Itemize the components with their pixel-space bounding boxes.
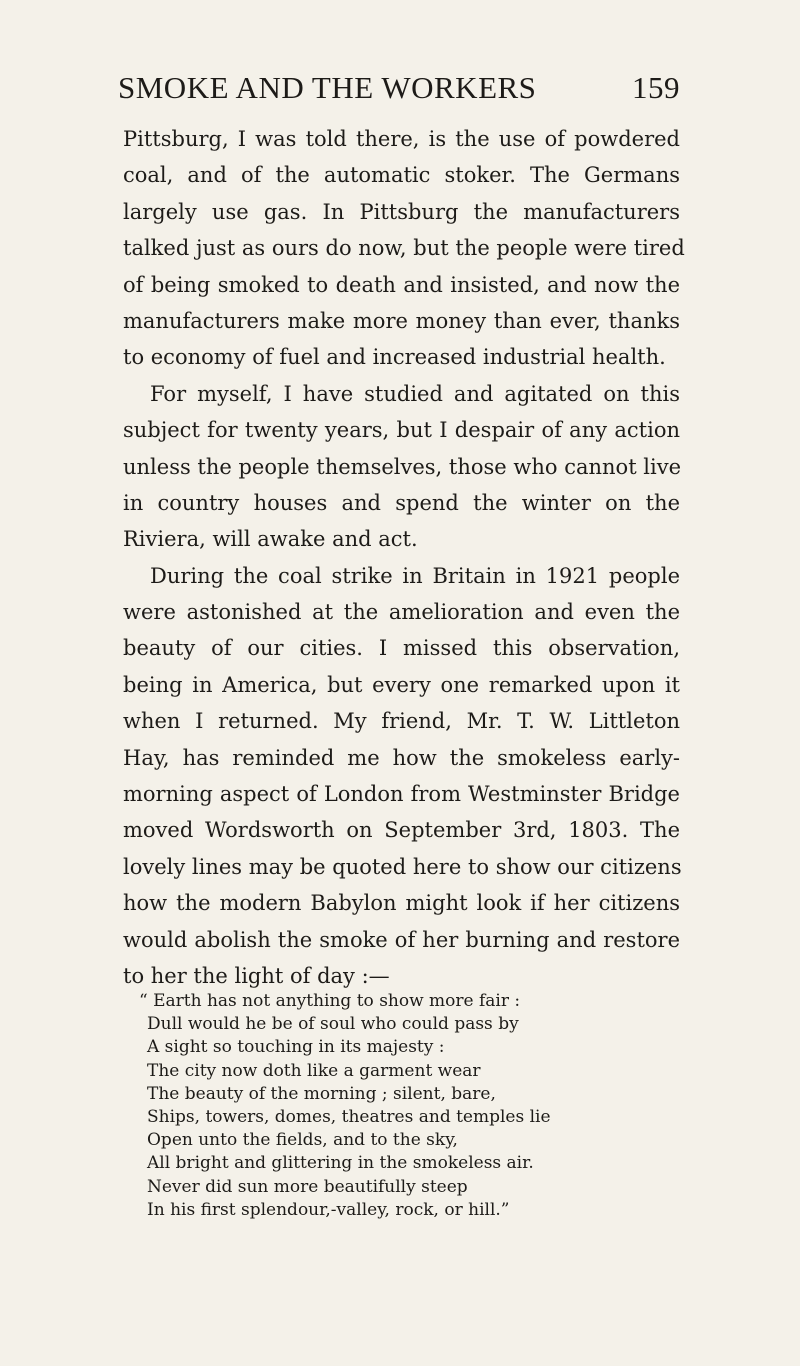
text-line: moved Wordsworth on September 3rd, 1803. The	[123, 818, 680, 843]
text-line: During the coal strike in Britain in 1921 people	[150, 563, 680, 588]
running-title: SMOKE AND THE WORKERS	[118, 70, 537, 105]
text-line: of being smoked to death and insisted, and now the	[123, 272, 680, 297]
text-line: to her the light of day :—	[123, 963, 390, 988]
text-line: talked just as ours do now, but the people were tired	[123, 236, 685, 261]
poem-line: Dull would he be of soul who could pass by	[147, 1014, 519, 1035]
text-line: Hay, has reminded me how the smokeless early-	[123, 745, 680, 770]
poem-line: The city now doth like a garment wear	[147, 1060, 481, 1081]
text-line: Riviera, will awake and act.	[123, 527, 418, 552]
poem-line: All bright and glittering in the smokeless air.	[147, 1153, 534, 1174]
text-line: manufacturers make more money than ever, thanks	[123, 308, 680, 333]
text-line: beauty of our cities. I missed this observation,	[123, 636, 680, 661]
text-line: how the modern Babylon might look if her citizens	[123, 891, 680, 916]
text-line: lovely lines may be quoted here to show our citizens	[123, 854, 682, 879]
poem-line: A sight so touching in its majesty :	[147, 1037, 445, 1058]
text-line: For myself, I have studied and agitated on this	[150, 381, 680, 406]
poem-line: Ships, towers, domes, theatres and temples lie	[147, 1107, 551, 1128]
text-line: unless the people themselves, those who cannot live	[123, 454, 682, 479]
poem-line: Never did sun more beautifully steep	[147, 1176, 468, 1197]
text-line: were astonished at the amelioration and even the	[123, 600, 680, 625]
text-line: morning aspect of London from Westminster Bridge	[123, 782, 680, 807]
text-line: would abolish the smoke of her burning and restore	[123, 927, 680, 952]
text-line: coal, and of the automatic stoker. The Germans	[123, 163, 680, 188]
poem-line: “ Earth has not anything to show more fair :	[139, 991, 521, 1011]
text-line: when I returned. My friend, Mr. T. W. Littleton	[123, 709, 680, 734]
text-line: largely use gas. In Pittsburg the manufacturers	[123, 199, 680, 224]
page-number: 159	[632, 70, 680, 105]
poem-line: In his first splendour,-valley, rock, or hill.”	[147, 1199, 510, 1220]
text-line: Pittsburg, I was told there, is the use of powdered	[123, 127, 680, 151]
running-head	[118, 68, 680, 108]
poem-line: The beauty of the morning ; silent, bare,	[147, 1083, 496, 1104]
text-line: to economy of fuel and increased industrial health.	[123, 345, 666, 370]
poem-line: Open unto the fields, and to the sky,	[147, 1130, 458, 1151]
text-line: subject for twenty years, but I despair of any action	[123, 418, 680, 443]
poem-quotation	[139, 990, 657, 1222]
text-line: being in America, but every one remarked upon it	[123, 672, 680, 697]
body-text	[123, 121, 685, 994]
text-line: in country houses and spend the winter on the	[123, 490, 680, 515]
